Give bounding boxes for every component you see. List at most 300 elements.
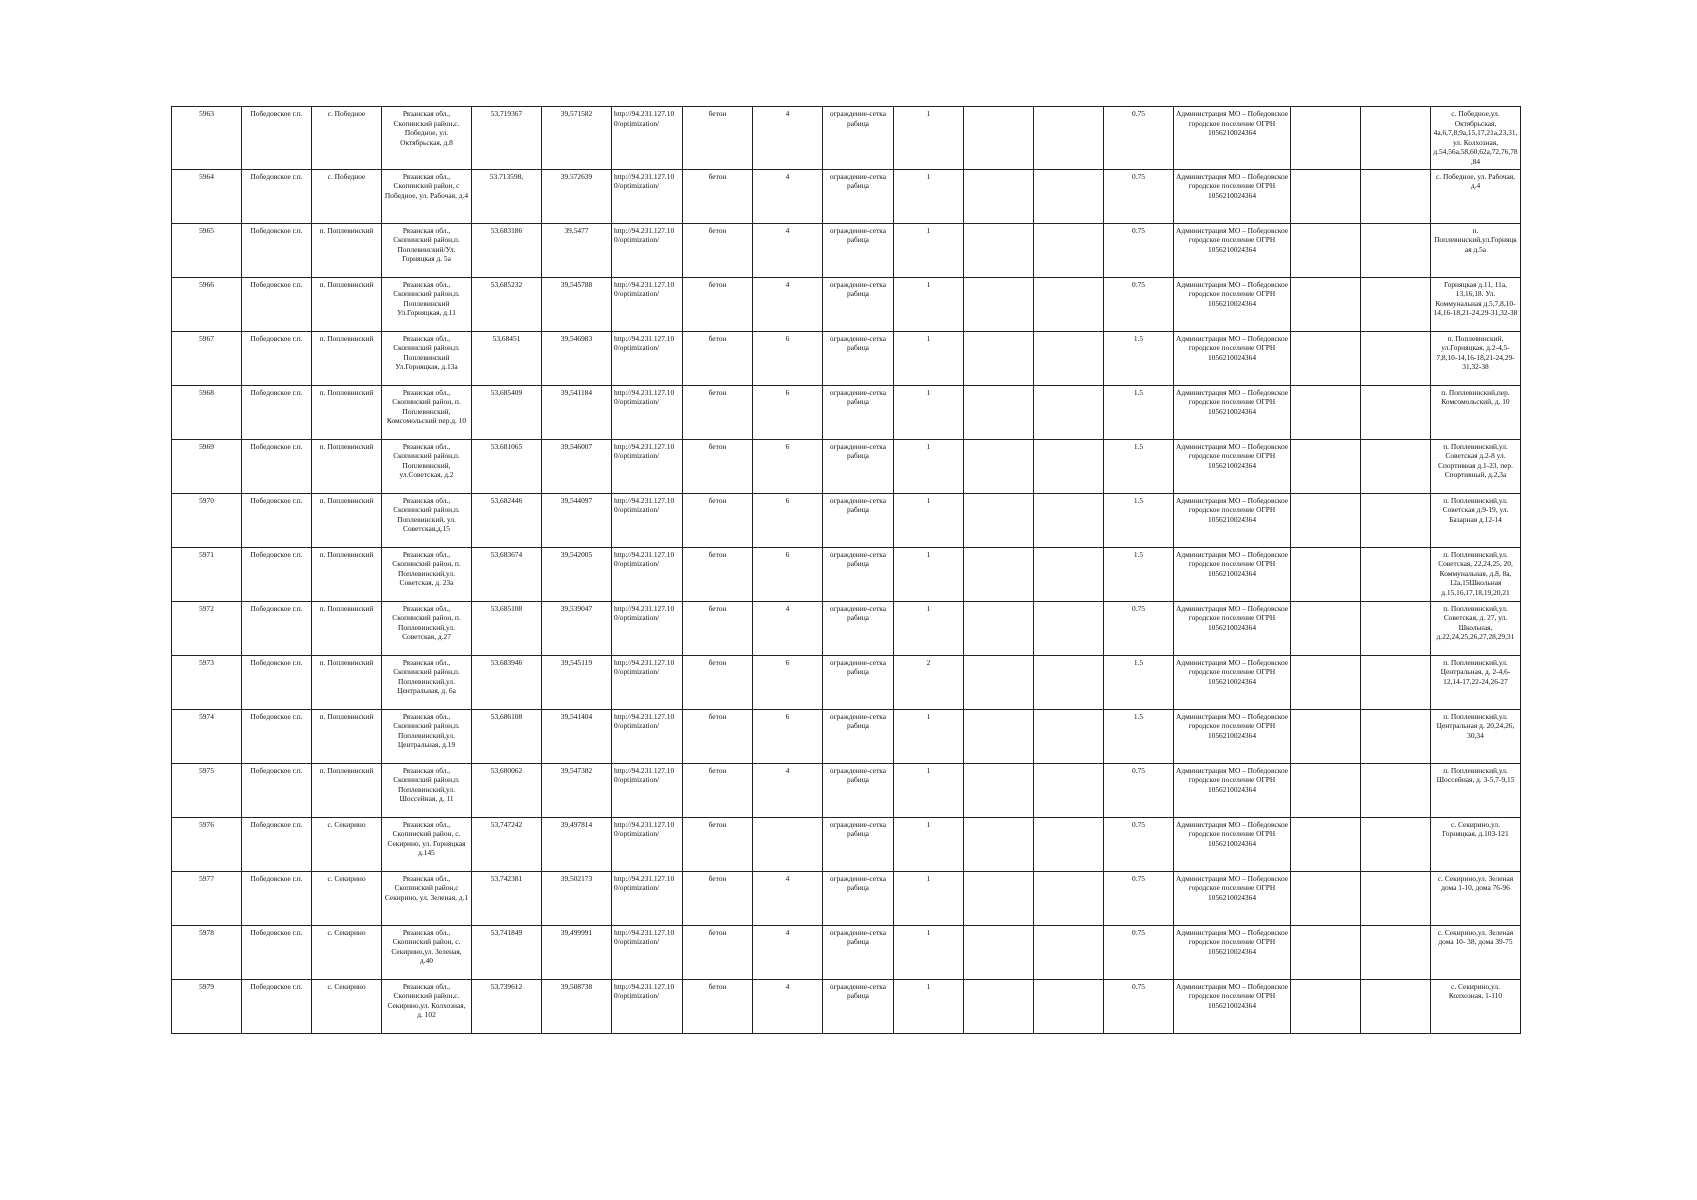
cell-empty-1 — [964, 925, 1034, 979]
cell-locality: с. Секирино — [312, 817, 382, 871]
cell-address: Рязанская обл., Скопинский район, п. Поплевинский, Комсомольский пер.д. 10 — [382, 385, 472, 439]
cell-owner: Администрация МО – Победовское городское поселение ОГРН 1056210024364 — [1174, 871, 1291, 925]
waste-sites-table — [171, 106, 1521, 1034]
cell-served-addresses: с. Секирино,ул. Горняцкая, д.103-121 — [1431, 817, 1521, 871]
cell-latitude: 53.713598, — [472, 169, 542, 223]
cell-empty-2 — [1034, 223, 1104, 277]
cell-empty-4 — [1361, 331, 1431, 385]
cell-settlement: Победовское г.п. — [242, 223, 312, 277]
cell-fence-type: ограждение-сетка рабица — [823, 493, 894, 547]
cell-site-number: 5973 — [172, 655, 242, 709]
cell-latitude: 53,681065 — [472, 439, 542, 493]
cell-served-addresses: с. Секирино,ул. Зеленая дома 10- 38, дома 39-75 — [1431, 925, 1521, 979]
cell-empty-3 — [1291, 925, 1361, 979]
cell-latitude: 53,685409 — [472, 385, 542, 439]
cell-site-number: 5974 — [172, 709, 242, 763]
table-body — [172, 107, 1521, 1034]
cell-empty-2 — [1034, 547, 1104, 601]
cell-empty-3 — [1291, 871, 1361, 925]
cell-empty-3 — [1291, 385, 1361, 439]
cell-longitude: 39,508738 — [542, 979, 612, 1033]
cell-empty-2 — [1034, 601, 1104, 655]
cell-served-addresses: с. Секирино,ул. Зеленая дома 1-10, дома 76-96 — [1431, 871, 1521, 925]
cell-fence-type: ограждение-сетка рабица — [823, 439, 894, 493]
cell-address: Рязанская обл., Скопинский район,п. Поплевинский/Ул. Горняцкая д. 5а — [382, 223, 472, 277]
cell-empty-1 — [964, 277, 1034, 331]
cell-address: Рязанская обл., Скопинский район,п. Поплевинский Ул.Горняцкая, д.13а — [382, 331, 472, 385]
cell-empty-3 — [1291, 107, 1361, 170]
cell-site-number: 5963 — [172, 107, 242, 170]
cell-map-url: http://94.231.127.10 0/optimization/ — [612, 925, 683, 979]
cell-served-addresses: п. Поплевинский, ул.Горняцкая, д.2-4,5-7,8,10-14,16-18,21-24,29-31,32-38 — [1431, 331, 1521, 385]
cell-longitude: 39,5477 — [542, 223, 612, 277]
cell-latitude: 53,685108 — [472, 601, 542, 655]
cell-empty-1 — [964, 601, 1034, 655]
cell-locality: п. Поплевинский — [312, 763, 382, 817]
cell-area: 6 — [753, 493, 823, 547]
cell-surface-type: бетон — [683, 277, 753, 331]
cell-surface-type: бетон — [683, 547, 753, 601]
cell-surface-type: бетон — [683, 601, 753, 655]
cell-empty-4 — [1361, 817, 1431, 871]
cell-empty-3 — [1291, 601, 1361, 655]
cell-empty-3 — [1291, 763, 1361, 817]
cell-locality: п. Поплевинский — [312, 493, 382, 547]
cell-owner: Администрация МО – Победовское городское поселение ОГРН 1056210024364 — [1174, 493, 1291, 547]
cell-area: 4 — [753, 107, 823, 170]
cell-site-number: 5978 — [172, 925, 242, 979]
cell-empty-1 — [964, 223, 1034, 277]
waste-sites-table-page — [171, 106, 1518, 1034]
cell-empty-4 — [1361, 871, 1431, 925]
cell-owner: Администрация МО – Победовское городское поселение ОГРН 1056210024364 — [1174, 385, 1291, 439]
cell-container-count: 1 — [894, 925, 964, 979]
cell-container-count: 1 — [894, 493, 964, 547]
table-row — [172, 169, 1521, 223]
cell-area: 6 — [753, 385, 823, 439]
cell-map-url: http://94.231.127.10 0/optimization/ — [612, 493, 683, 547]
cell-site-number: 5972 — [172, 601, 242, 655]
cell-surface-type: бетон — [683, 655, 753, 709]
cell-site-number: 5969 — [172, 439, 242, 493]
cell-container-count: 1 — [894, 817, 964, 871]
cell-surface-type: бетон — [683, 169, 753, 223]
cell-map-url: http://94.231.127.10 0/optimization/ — [612, 223, 683, 277]
cell-empty-1 — [964, 979, 1034, 1033]
cell-latitude: 53,683186 — [472, 223, 542, 277]
table-row — [172, 277, 1521, 331]
cell-empty-4 — [1361, 763, 1431, 817]
cell-container-volume: 1.5 — [1104, 547, 1174, 601]
cell-latitude: 53,747242 — [472, 817, 542, 871]
cell-container-count: 1 — [894, 439, 964, 493]
cell-empty-1 — [964, 439, 1034, 493]
cell-area: 4 — [753, 871, 823, 925]
cell-longitude: 39,545788 — [542, 277, 612, 331]
cell-empty-2 — [1034, 709, 1104, 763]
cell-address: Рязанская обл., Скопинский район,п. Поплевинский,ул. Шоссейная, д. 11 — [382, 763, 472, 817]
cell-locality: с. Секирино — [312, 871, 382, 925]
cell-container-count: 1 — [894, 223, 964, 277]
cell-empty-2 — [1034, 493, 1104, 547]
cell-empty-1 — [964, 871, 1034, 925]
cell-address: Рязанская обл., Скопинский район, с. Секирино, ул. Горняцкая д.145 — [382, 817, 472, 871]
cell-empty-2 — [1034, 871, 1104, 925]
cell-owner: Администрация МО – Победовское городское поселение ОГРН 1056210024364 — [1174, 331, 1291, 385]
cell-empty-3 — [1291, 331, 1361, 385]
cell-map-url: http://94.231.127.10 0/optimization/ — [612, 169, 683, 223]
cell-empty-4 — [1361, 925, 1431, 979]
cell-site-number: 5964 — [172, 169, 242, 223]
cell-empty-3 — [1291, 817, 1361, 871]
cell-locality: п. Поплевинский — [312, 709, 382, 763]
cell-served-addresses: п. Поплевинский,ул. Центральная д. 20,24,26, 30,34 — [1431, 709, 1521, 763]
cell-latitude: 53,683674 — [472, 547, 542, 601]
cell-fence-type: ограждение-сетка рабица — [823, 547, 894, 601]
cell-surface-type: бетон — [683, 817, 753, 871]
table-row — [172, 223, 1521, 277]
cell-fence-type: ограждение-сетка рабица — [823, 223, 894, 277]
cell-address: Рязанская обл., Скопинский район,с. Секирино,ул. Колхозная, д. 102 — [382, 979, 472, 1033]
table-row — [172, 817, 1521, 871]
cell-served-addresses: п. Поплевинский,ул. Советская, д. 27, ул. Школьная, д.22,24,25,26,27,28,29,31 — [1431, 601, 1521, 655]
cell-latitude: 53,68451 — [472, 331, 542, 385]
cell-address: Рязанская обл., Скопинский район, с Победное, ул. Рабочая, д.4 — [382, 169, 472, 223]
cell-surface-type: бетон — [683, 709, 753, 763]
cell-settlement: Победовское г.п. — [242, 979, 312, 1033]
table-row — [172, 709, 1521, 763]
cell-empty-4 — [1361, 547, 1431, 601]
cell-settlement: Победовское г.п. — [242, 655, 312, 709]
cell-surface-type: бетон — [683, 871, 753, 925]
cell-locality: п. Поплевинский — [312, 331, 382, 385]
cell-container-count: 1 — [894, 169, 964, 223]
cell-container-count: 1 — [894, 871, 964, 925]
table-row — [172, 493, 1521, 547]
cell-served-addresses: п. Поплевинский,ул. Центральная, д. 2-4,6-12,14-17,22-24,26-27 — [1431, 655, 1521, 709]
cell-map-url: http://94.231.127.10 0/optimization/ — [612, 385, 683, 439]
cell-owner: Администрация МО – Победовское городское поселение ОГРН 1056210024364 — [1174, 547, 1291, 601]
cell-longitude: 39,539047 — [542, 601, 612, 655]
cell-owner: Администрация МО – Победовское городское поселение ОГРН 1056210024364 — [1174, 601, 1291, 655]
cell-settlement: Победовское г.п. — [242, 331, 312, 385]
cell-area: 6 — [753, 547, 823, 601]
cell-served-addresses: п. Поплевинский,ул. Советская д.2-8 ул. Спортивная д.1-23, пер. Спортивный, д.2,3а — [1431, 439, 1521, 493]
cell-longitude: 39,497814 — [542, 817, 612, 871]
cell-empty-1 — [964, 817, 1034, 871]
table-row — [172, 547, 1521, 601]
cell-site-number: 5977 — [172, 871, 242, 925]
table-row — [172, 601, 1521, 655]
cell-served-addresses: п. Поплевинский,ул.Горняцкая д.5а — [1431, 223, 1521, 277]
cell-owner: Администрация МО – Победовское городское поселение ОГРН 1056210024364 — [1174, 817, 1291, 871]
cell-settlement: Победовское г.п. — [242, 439, 312, 493]
cell-settlement: Победовское г.п. — [242, 925, 312, 979]
cell-container-count: 1 — [894, 601, 964, 655]
cell-container-volume: 0.75 — [1104, 223, 1174, 277]
cell-empty-1 — [964, 493, 1034, 547]
cell-area: 4 — [753, 277, 823, 331]
cell-surface-type: бетон — [683, 979, 753, 1033]
cell-empty-2 — [1034, 439, 1104, 493]
cell-container-volume: 1.5 — [1104, 331, 1174, 385]
cell-area — [753, 817, 823, 871]
table-row — [172, 655, 1521, 709]
cell-container-volume: 0.75 — [1104, 601, 1174, 655]
cell-longitude: 39,546983 — [542, 331, 612, 385]
cell-empty-3 — [1291, 277, 1361, 331]
cell-latitude: 53,742381 — [472, 871, 542, 925]
cell-map-url: http://94.231.127.10 0/optimization/ — [612, 547, 683, 601]
cell-empty-3 — [1291, 439, 1361, 493]
cell-map-url: http://94.231.127.10 0/optimization/ — [612, 871, 683, 925]
cell-locality: п. Поплевинский — [312, 223, 382, 277]
cell-owner: Администрация МО – Победовское городское поселение ОГРН 1056210024364 — [1174, 655, 1291, 709]
cell-container-volume: 0.75 — [1104, 979, 1174, 1033]
cell-served-addresses: с. Победное,ул. Октябрьская, 4а,6,7,8,9а,15,17,21а,23,31, ул. Колхозная, д.54,56а,58,60,62а,72,76,78 ,84 — [1431, 107, 1521, 170]
cell-surface-type: бетон — [683, 763, 753, 817]
cell-map-url: http://94.231.127.10 0/optimization/ — [612, 709, 683, 763]
cell-owner: Администрация МО – Победовское городское поселение ОГРН 1056210024364 — [1174, 223, 1291, 277]
cell-empty-2 — [1034, 385, 1104, 439]
cell-area: 6 — [753, 709, 823, 763]
cell-locality: с. Победное — [312, 107, 382, 170]
cell-address: Рязанская обл., Скопинский район, с. Секирино,ул. Зеленая, д.40 — [382, 925, 472, 979]
cell-served-addresses: п. Поплевинский,ул. Шоссейная, д. 3-5,7-9,15 — [1431, 763, 1521, 817]
cell-site-number: 5966 — [172, 277, 242, 331]
table-row — [172, 763, 1521, 817]
cell-empty-3 — [1291, 493, 1361, 547]
cell-longitude: 39,499991 — [542, 925, 612, 979]
cell-container-volume: 0.75 — [1104, 871, 1174, 925]
cell-latitude: 53,682446 — [472, 493, 542, 547]
cell-empty-4 — [1361, 439, 1431, 493]
cell-longitude: 39,547382 — [542, 763, 612, 817]
cell-area: 6 — [753, 331, 823, 385]
cell-settlement: Победовское г.п. — [242, 763, 312, 817]
cell-settlement: Победовское г.п. — [242, 107, 312, 170]
cell-empty-3 — [1291, 547, 1361, 601]
cell-surface-type: бетон — [683, 223, 753, 277]
cell-container-volume: 0.75 — [1104, 763, 1174, 817]
cell-settlement: Победовское г.п. — [242, 709, 312, 763]
cell-container-count: 1 — [894, 979, 964, 1033]
cell-locality: п. Поплевинский — [312, 655, 382, 709]
cell-longitude: 39,502173 — [542, 871, 612, 925]
cell-empty-3 — [1291, 655, 1361, 709]
cell-container-volume: 1.5 — [1104, 493, 1174, 547]
cell-site-number: 5975 — [172, 763, 242, 817]
cell-site-number: 5965 — [172, 223, 242, 277]
cell-area: 4 — [753, 925, 823, 979]
cell-served-addresses: п. Поплевинский,ул. Советская д.9-19, ул. Базарная д.12-14 — [1431, 493, 1521, 547]
cell-map-url: http://94.231.127.10 0/optimization/ — [612, 979, 683, 1033]
cell-locality: п. Поплевинский — [312, 385, 382, 439]
cell-container-count: 1 — [894, 763, 964, 817]
cell-fence-type: ограждение-сетка рабица — [823, 107, 894, 170]
cell-map-url: http://94.231.127.10 0/optimization/ — [612, 331, 683, 385]
table-row — [172, 331, 1521, 385]
cell-empty-4 — [1361, 385, 1431, 439]
cell-locality: с. Секирино — [312, 979, 382, 1033]
cell-served-addresses: п. Поплевинский,ул. Советская, 22,24,25, 20, Коммунальная, д.8, 8а, 12а,15Школьная д.15,16,17,18,19,20,21 — [1431, 547, 1521, 601]
cell-area: 4 — [753, 223, 823, 277]
cell-empty-2 — [1034, 979, 1104, 1033]
cell-empty-4 — [1361, 277, 1431, 331]
cell-map-url: http://94.231.127.10 0/optimization/ — [612, 655, 683, 709]
cell-owner: Администрация МО – Победовское городское поселение ОГРН 1056210024364 — [1174, 979, 1291, 1033]
cell-fence-type: ограждение-сетка рабица — [823, 601, 894, 655]
cell-longitude: 39,545119 — [542, 655, 612, 709]
cell-latitude: 53,719367 — [472, 107, 542, 170]
cell-empty-2 — [1034, 817, 1104, 871]
cell-empty-1 — [964, 385, 1034, 439]
cell-locality: п. Поплевинский — [312, 601, 382, 655]
cell-owner: Администрация МО – Победовское городское поселение ОГРН 1056210024364 — [1174, 709, 1291, 763]
cell-site-number: 5971 — [172, 547, 242, 601]
cell-container-volume: 0.75 — [1104, 277, 1174, 331]
cell-site-number: 5967 — [172, 331, 242, 385]
cell-container-count: 1 — [894, 277, 964, 331]
cell-empty-4 — [1361, 223, 1431, 277]
cell-map-url: http://94.231.127.10 0/optimization/ — [612, 601, 683, 655]
cell-latitude: 53,741849 — [472, 925, 542, 979]
cell-longitude: 39,542005 — [542, 547, 612, 601]
cell-map-url: http://94.231.127.10 0/optimization/ — [612, 817, 683, 871]
cell-longitude: 39,546007 — [542, 439, 612, 493]
table-row — [172, 925, 1521, 979]
cell-empty-4 — [1361, 709, 1431, 763]
cell-fence-type: ограждение-сетка рабица — [823, 385, 894, 439]
cell-map-url: http://94.231.127.10 0/optimization/ — [612, 107, 683, 170]
cell-address: Рязанская обл., Скопинский район,п. Поплевинский Ул.Горняцкая, д.11 — [382, 277, 472, 331]
cell-address: Рязанская обл., Скопинский район, п. Поплевинский,ул. Советская, д. 23а — [382, 547, 472, 601]
cell-empty-2 — [1034, 107, 1104, 170]
cell-empty-4 — [1361, 169, 1431, 223]
cell-surface-type: бетон — [683, 493, 753, 547]
cell-container-volume: 0.75 — [1104, 107, 1174, 170]
cell-container-volume: 0.75 — [1104, 169, 1174, 223]
cell-empty-3 — [1291, 169, 1361, 223]
cell-longitude: 39,541404 — [542, 709, 612, 763]
cell-area: 4 — [753, 601, 823, 655]
table-row — [172, 871, 1521, 925]
cell-container-count: 1 — [894, 709, 964, 763]
cell-owner: Администрация МО – Победовское городское поселение ОГРН 1056210024364 — [1174, 169, 1291, 223]
cell-container-volume: 1.5 — [1104, 709, 1174, 763]
cell-empty-4 — [1361, 601, 1431, 655]
cell-map-url: http://94.231.127.10 0/optimization/ — [612, 763, 683, 817]
cell-address: Рязанская обл., Скопинский район,п. Поплевинский, ул. Советская,д.15 — [382, 493, 472, 547]
cell-container-count: 2 — [894, 655, 964, 709]
cell-latitude: 53,683946 — [472, 655, 542, 709]
cell-locality: с. Победное — [312, 169, 382, 223]
cell-longitude: 39,571582 — [542, 107, 612, 170]
cell-empty-2 — [1034, 277, 1104, 331]
cell-settlement: Победовское г.п. — [242, 277, 312, 331]
cell-empty-2 — [1034, 763, 1104, 817]
cell-owner: Администрация МО – Победовское городское поселение ОГРН 1056210024364 — [1174, 439, 1291, 493]
cell-area: 4 — [753, 763, 823, 817]
cell-map-url: http://94.231.127.10 0/optimization/ — [612, 439, 683, 493]
cell-owner: Администрация МО – Победовское городское поселение ОГРН 1056210024364 — [1174, 763, 1291, 817]
cell-empty-1 — [964, 655, 1034, 709]
cell-site-number: 5968 — [172, 385, 242, 439]
cell-container-volume: 1.5 — [1104, 385, 1174, 439]
cell-longitude: 39,544097 — [542, 493, 612, 547]
cell-settlement: Победовское г.п. — [242, 871, 312, 925]
cell-address: Рязанская обл., Скопинский район,п. Поплевинский,ул. Центральная, д.19 — [382, 709, 472, 763]
cell-fence-type: ограждение-сетка рабица — [823, 655, 894, 709]
cell-served-addresses: Горняцкая д.11, 11а, 13,16,18. Ул. Коммунальная д.5,7,8,10-14,16-18,21-24,29-31,32-38 — [1431, 277, 1521, 331]
cell-owner: Администрация МО – Победовское городское поселение ОГРН 1056210024364 — [1174, 107, 1291, 170]
cell-empty-2 — [1034, 169, 1104, 223]
cell-map-url: http://94.231.127.10 0/optimization/ — [612, 277, 683, 331]
cell-latitude: 53,680062 — [472, 763, 542, 817]
cell-fence-type: ограждение-сетка рабица — [823, 709, 894, 763]
cell-latitude: 53,686108 — [472, 709, 542, 763]
cell-empty-3 — [1291, 223, 1361, 277]
cell-container-volume: 1.5 — [1104, 655, 1174, 709]
cell-empty-3 — [1291, 709, 1361, 763]
cell-empty-2 — [1034, 925, 1104, 979]
cell-served-addresses: с. Секирино,ул. Колхозная, 1-110 — [1431, 979, 1521, 1033]
cell-fence-type: ограждение-сетка рабица — [823, 979, 894, 1033]
cell-area: 6 — [753, 655, 823, 709]
cell-latitude: 53,685232 — [472, 277, 542, 331]
cell-surface-type: бетон — [683, 331, 753, 385]
cell-settlement: Победовское г.п. — [242, 493, 312, 547]
cell-owner: Администрация МО – Победовское городское поселение ОГРН 1056210024364 — [1174, 925, 1291, 979]
cell-container-count: 1 — [894, 107, 964, 170]
cell-locality: п. Поплевинский — [312, 277, 382, 331]
cell-latitude: 53,739612 — [472, 979, 542, 1033]
cell-fence-type: ограждение-сетка рабица — [823, 277, 894, 331]
cell-surface-type: бетон — [683, 439, 753, 493]
cell-container-volume: 0.75 — [1104, 817, 1174, 871]
cell-locality: с. Секирино — [312, 925, 382, 979]
cell-empty-4 — [1361, 655, 1431, 709]
cell-fence-type: ограждение-сетка рабица — [823, 925, 894, 979]
cell-served-addresses: с. Победное, ул. Рабочая, д.4 — [1431, 169, 1521, 223]
cell-settlement: Победовское г.п. — [242, 169, 312, 223]
cell-empty-4 — [1361, 979, 1431, 1033]
cell-fence-type: ограждение-сетка рабица — [823, 817, 894, 871]
cell-settlement: Победовское г.п. — [242, 385, 312, 439]
cell-surface-type: бетон — [683, 107, 753, 170]
cell-empty-1 — [964, 107, 1034, 170]
cell-address: Рязанская обл., Скопинский район,с. Победное, ул. Октябрьская, д.8 — [382, 107, 472, 170]
cell-owner: Администрация МО – Победовское городское поселение ОГРН 1056210024364 — [1174, 277, 1291, 331]
cell-site-number: 5976 — [172, 817, 242, 871]
cell-empty-1 — [964, 709, 1034, 763]
cell-empty-4 — [1361, 493, 1431, 547]
cell-address: Рязанская обл., Скопинский район, п. Поплевинский,ул. Советская, д.27 — [382, 601, 472, 655]
cell-container-volume: 1.5 — [1104, 439, 1174, 493]
cell-container-volume: 0.75 — [1104, 925, 1174, 979]
cell-settlement: Победовское г.п. — [242, 547, 312, 601]
cell-empty-4 — [1361, 107, 1431, 170]
cell-fence-type: ограждение-сетка рабица — [823, 331, 894, 385]
cell-address: Рязанская обл., Скопинский район,с Секирино, ул. Зеленая, д.1 — [382, 871, 472, 925]
cell-container-count: 1 — [894, 331, 964, 385]
cell-address: Рязанская обл., Скопинский район,п. Поплевинский,ул. Центральная, д. 6а — [382, 655, 472, 709]
cell-locality: п. Поплевинский — [312, 439, 382, 493]
cell-fence-type: ограждение-сетка рабица — [823, 169, 894, 223]
cell-empty-1 — [964, 547, 1034, 601]
table-row — [172, 439, 1521, 493]
cell-site-number: 5979 — [172, 979, 242, 1033]
